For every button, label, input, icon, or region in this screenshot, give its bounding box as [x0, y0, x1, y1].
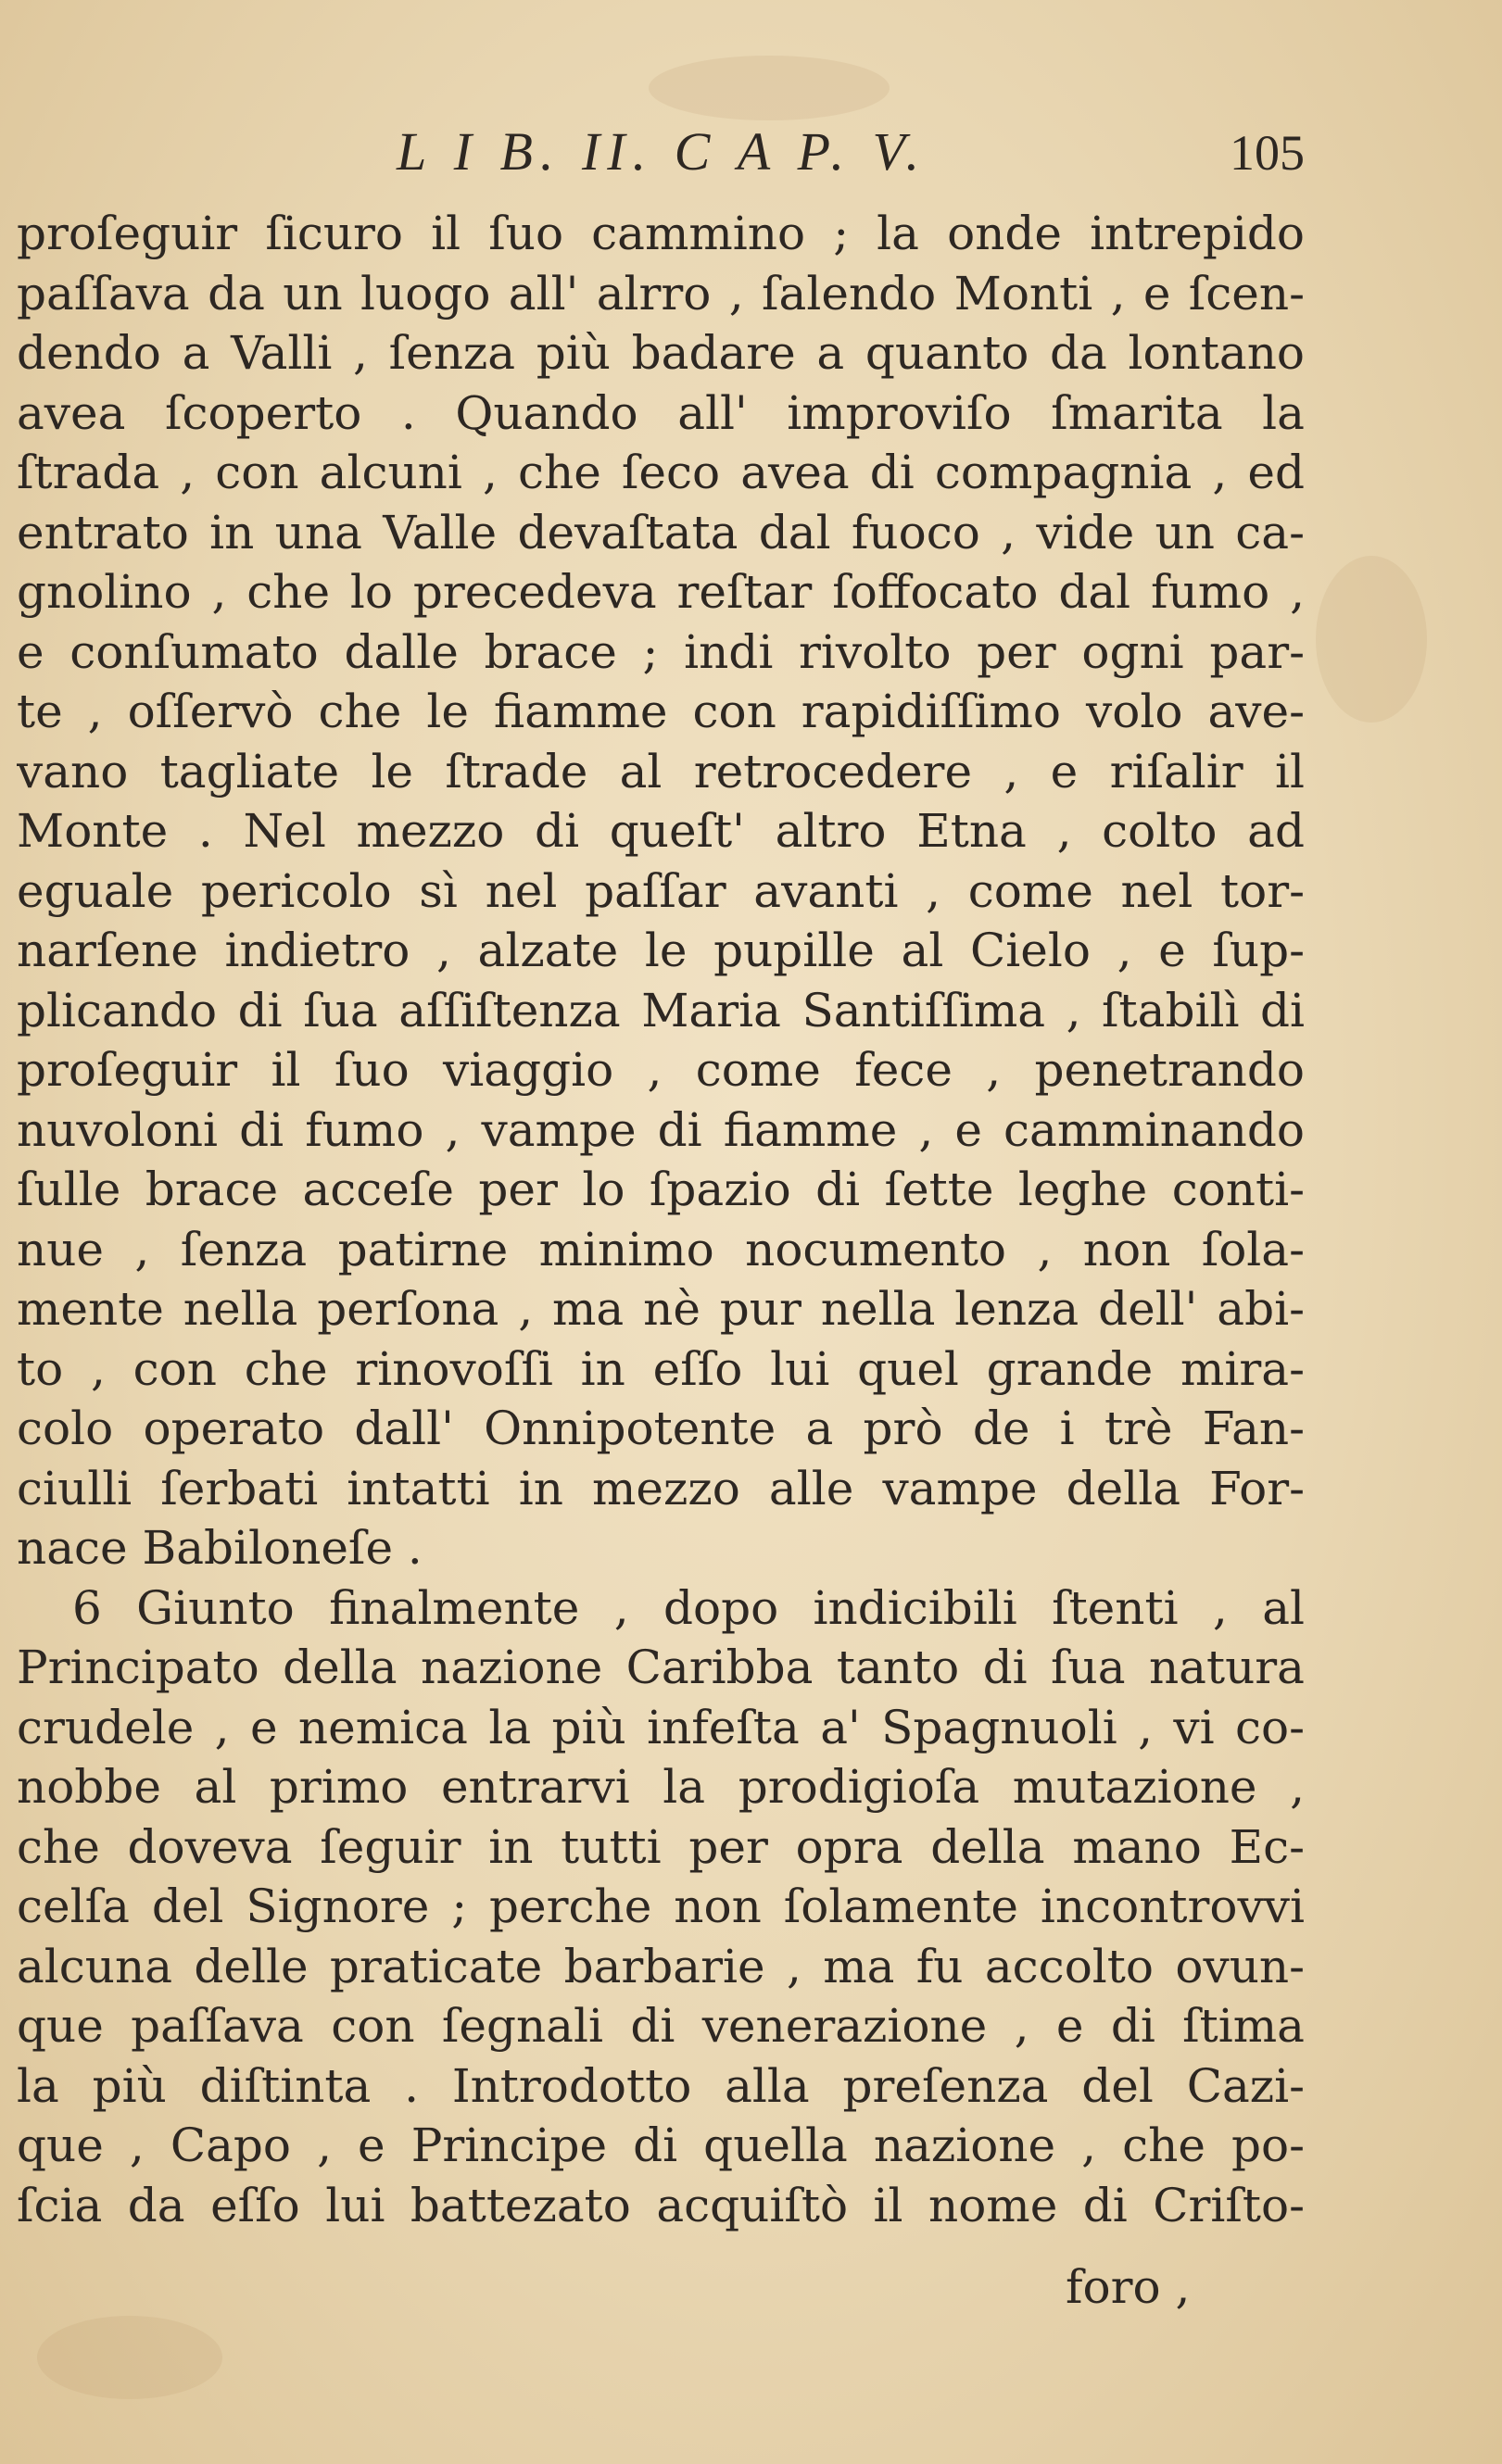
running-head	[17, 120, 1305, 195]
text-line: proſeguir il ſuo viaggio , come fece , penetrando	[17, 1043, 1305, 1097]
text-line: celſa del Signore ; perche non ſolamente incontrovvi	[17, 1879, 1305, 1933]
paper-stain	[1316, 556, 1427, 723]
page-number: 105	[1230, 125, 1305, 181]
text-line: plicando di ſua aſſiſtenza Maria Santiſſima , ſtabilì di	[17, 983, 1305, 1037]
text-line: alcuna delle praticate barbarie , ma fu accolto ovun-	[17, 1939, 1305, 1993]
text-line: paſſava da un luogo all' alrro , ſalendo Monti , e ſcen-	[17, 266, 1305, 321]
text-line: ſcia da eſſo lui battezato acquiſtò il nome di Criſto-	[17, 2178, 1305, 2232]
text-line: che doveva ſeguir in tutti per opra della mano Ec-	[17, 1819, 1305, 1874]
text-line: Monte . Nel mezzo di queſt' altro Etna , colto ad	[17, 804, 1305, 858]
text-line: dendo a Valli , ſenza più badare a quanto da lontano	[17, 326, 1305, 380]
text-line: proſeguir ſicuro il ſuo cammino ; la onde intrepido	[17, 207, 1305, 260]
text-line: colo operato dall' Onnipotente a prò de i trè Fan-	[17, 1402, 1305, 1455]
paragraph-start-line: 6 Giunto finalmente , dopo indicibili ſtenti , al	[72, 1580, 1305, 1635]
text-line: la più diſtinta . Introdotto alla preſenza del Cazi-	[17, 2058, 1305, 2113]
paper-stain	[649, 56, 890, 120]
paragraph-end-line: nace Babiloneſe .	[17, 1521, 423, 1575]
text-line: nue , ſenza patirne minimo nocumento , non ſola-	[17, 1222, 1305, 1276]
text-line: entrato in una Valle devaſtata dal fuoco , vide un ca-	[17, 505, 1305, 559]
text-line: mente nella perſona , ma nè pur nella lenza dell' abi-	[17, 1282, 1305, 1336]
text-line: ſulle brace acceſe per lo ſpazio di ſette leghe conti-	[17, 1163, 1305, 1216]
text-line: Principato della nazione Caribba tanto di ſua natura	[17, 1641, 1305, 1694]
paper-stain	[37, 2316, 222, 2399]
text-line: gnolino , che lo precedeva reſtar ſoffocato dal fumo ,	[17, 565, 1305, 619]
text-line: eguale pericolo sì nel paſſar avanti , come nel tor-	[17, 863, 1305, 918]
text-line: nobbe al primo entrarvi la prodigioſa mutazione ,	[17, 1760, 1305, 1814]
text-line: to , con che rinovoſſi in eſſo lui quel grande mira-	[17, 1341, 1305, 1396]
text-line: que paſſava con ſegnali di venerazione , e di ſtima	[17, 1999, 1305, 2053]
text-line: avea ſcoperto . Quando all' improviſo ſmarita la	[17, 385, 1305, 440]
text-line: crudele , e nemica la più infeſta a' Spagnuoli , vi co-	[17, 1700, 1305, 1754]
text-block	[17, 120, 1305, 2235]
catchword: foro ,	[1066, 2260, 1191, 2314]
text-line: ciulli ſerbati intatti in mezzo alle vampe della For-	[17, 1461, 1305, 1515]
text-line: e conſumato dalle brace ; indi rivolto per ogni par-	[17, 624, 1305, 679]
text-line: narſene indietro , alzate le pupille al Cielo , e ſup-	[17, 924, 1305, 977]
text-line: nuvoloni di fumo , vampe di fiamme , e camminando	[17, 1102, 1305, 1157]
text-line: que , Capo , e Principe di quella nazione , che po-	[17, 2118, 1305, 2172]
text-line: te , oſſervò che le fiamme con rapidiſſimo volo ave-	[17, 685, 1305, 738]
text-line: vano tagliate le ſtrade al retrocedere , e riſalir il	[17, 744, 1305, 798]
running-title: L I B. II. C A P. V.	[397, 121, 928, 182]
text-line: ſtrada , con alcuni , che ſeco avea di compagnia , ed	[17, 446, 1305, 499]
